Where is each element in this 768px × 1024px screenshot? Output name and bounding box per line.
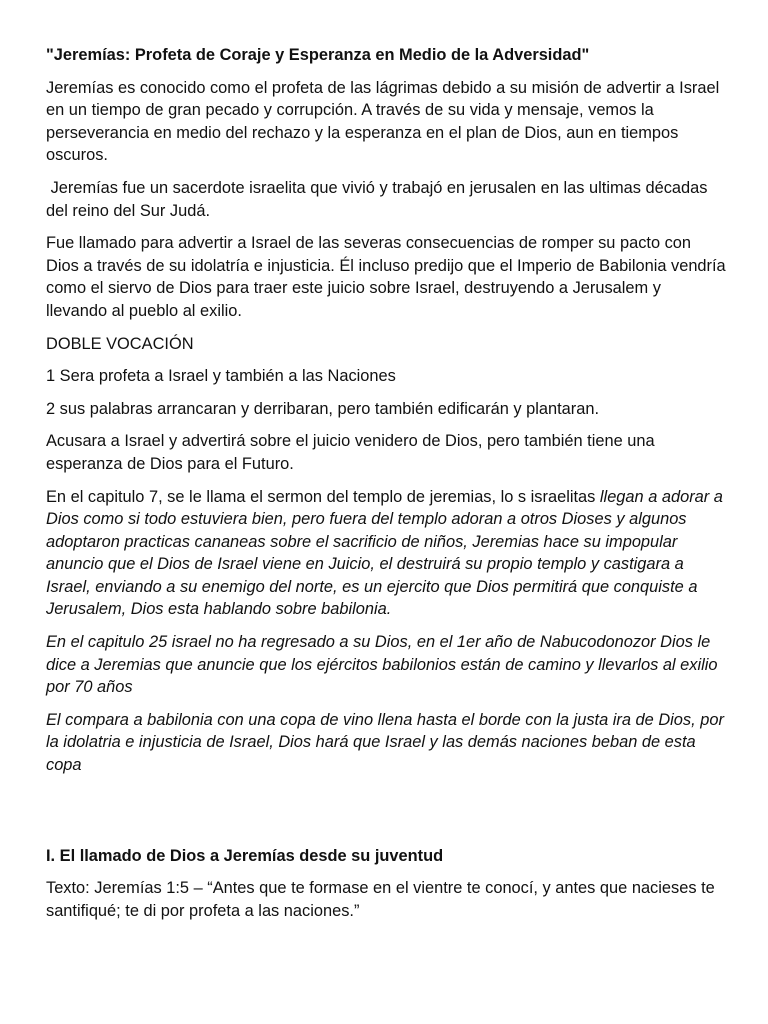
doble-vocacion-heading: DOBLE VOCACIÓN	[46, 334, 194, 353]
section-1-text: Texto: Jeremías 1:5 – “Antes que te formase en el vientre te conocí, y antes que nacieses te santifiqué; te di por profeta a las naciones.”	[46, 879, 715, 920]
chapter-7-paragraph	[46, 486, 726, 622]
chapter-7-intro-text: En el capitulo 7, se le llama el sermon del templo de jeremias, lo s israelitas	[46, 487, 600, 506]
vocation-item-2: 2 sus palabras arrancaran y derribaran, pero también edificarán y plantaran.	[46, 399, 600, 418]
judgment-paragraph: Acusara a Israel y advertirá sobre el juicio venidero de Dios, pero también tiene una esperanza de Dios para el Futuro.	[46, 432, 655, 473]
vocation-item-1: 1 Sera profeta a Israel y también a las Naciones	[46, 367, 396, 386]
cup-of-wine-paragraph: El compara a babilonia con una copa de vino llena hasta el borde con la justa ira de Dios, por la idolatria e injusticia de Israel, Dios hará que Israel y las demás naciones beban de esta copa	[46, 710, 724, 775]
document-page	[46, 44, 726, 932]
document-title: "Jeremías: Profeta de Coraje y Esperanza en Medio de la Adversidad"	[46, 46, 590, 64]
chapter-7-italic-text: llegan a adorar a Dios como si todo estuviera bien, pero fuera del templo adoran a otros Dioses y algunos adoptaron practicas cananeas sobre el sacrificio de niños, Jeremias hace su impopular anuncio que el Dios de Israel viene en Juicio, el destruirá su propio templo y castigara a Israel, enviando a su enemigo del norte, es un ejercito que Dios permitirá que conquiste a Jerusalem, Dios esta hablando sobre babilonia.	[46, 487, 723, 619]
priest-paragraph: Jeremías fue un sacerdote israelita que vivió y trabajó en jerusalen en las ultimas décadas del reino del Sur Judá.	[46, 178, 713, 220]
chapter-25-paragraph: En el capitulo 25 israel no ha regresado a su Dios, en el 1er año de Nabucodonozor Dios le dice a Jeremias que anuncie que los ejércitos babilonios están de camino y llevarlos al exilio por 70 años	[46, 633, 718, 697]
warning-paragraph: Fue llamado para advertir a Israel de las severas consecuencias de romper su pacto con Dios a través de su idolatría e injusticia. Él incluso predijo que el Imperio de Babilonia vendría como el siervo de Dios para traer este juicio sobre Israel, destruyendo a Jerusalem y llevando al pueblo al exilio.	[46, 234, 726, 320]
intro-paragraph: Jeremías es conocido como el profeta de las lágrimas debido a su misión de advertir a Israel en un tiempo de gran pecado y corrupción. A través de su vida y mensaje, vemos la perseverancia en medio del rechazo y la esperanza en el plan de Dios, aun en tiempos oscuros.	[46, 78, 720, 165]
section-1-heading: I. El llamado de Dios a Jeremías desde su juventud	[46, 846, 444, 865]
